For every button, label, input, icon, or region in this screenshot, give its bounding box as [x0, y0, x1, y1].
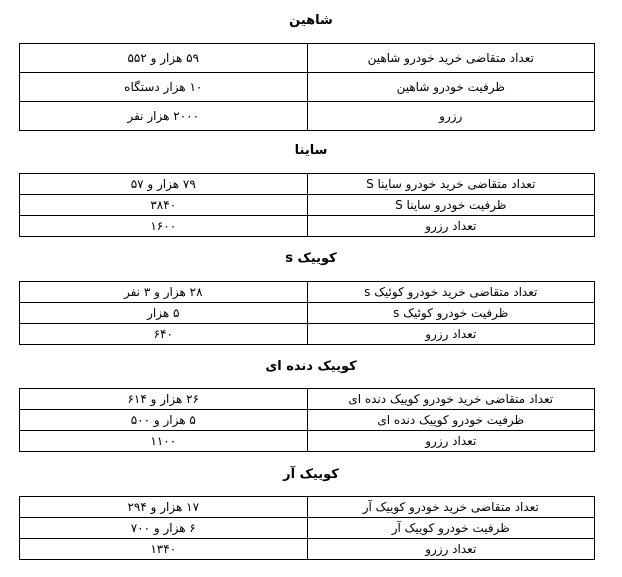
table-row — [20, 324, 595, 345]
table-row — [20, 303, 595, 324]
table-quick-s — [19, 281, 595, 345]
row-label: تعداد متقاضی خرید خودرو ساینا S — [307, 174, 595, 195]
row-label: تعداد متقاضی خرید خودرو کوئیک s — [307, 282, 595, 303]
row-value: ۲۸ هزار و ۳ نفر — [20, 282, 308, 303]
section-title-shahin: شاهین — [289, 13, 333, 28]
row-value: ۲۶ هزار و ۶۱۴ — [20, 389, 308, 410]
row-value: ۵ هزار و ۵۰۰ — [20, 410, 308, 431]
table-row — [20, 539, 595, 560]
row-value: ۷۹ هزار و ۵۷ — [20, 174, 308, 195]
row-value: ۶ هزار و ۷۰۰ — [20, 518, 308, 539]
row-value: ۱۷ هزار و ۲۹۴ — [20, 497, 308, 518]
section-title-quick-s: کوییک s — [285, 251, 337, 266]
table-row — [20, 410, 595, 431]
table-saina — [19, 173, 595, 237]
row-label: ظرفیت خودرو شاهین — [307, 73, 595, 102]
table-row — [20, 389, 595, 410]
row-label: رزرو — [307, 102, 595, 131]
row-value: ۱۰ هزار دستگاه — [20, 73, 308, 102]
row-label: تعداد رزرو — [307, 216, 595, 237]
row-value: ۱۶۰۰ — [20, 216, 308, 237]
row-value: ۶۴۰ — [20, 324, 308, 345]
table-shahin — [19, 43, 595, 131]
section-title-quick-r: کوییک آر — [283, 467, 339, 482]
row-value: ۲۰۰۰ هزار نفر — [20, 102, 308, 131]
table-row — [20, 282, 595, 303]
row-label: تعداد متقاضی خرید خودرو کوییک دنده ای — [307, 389, 595, 410]
table-quick-manual — [19, 388, 595, 452]
row-value: ۵۹ هزار و ۵۵۲ — [20, 44, 308, 73]
row-label: تعداد رزرو — [307, 431, 595, 452]
row-value: ۱۳۴۰ — [20, 539, 308, 560]
table-row — [20, 195, 595, 216]
table-row — [20, 44, 595, 73]
section-title-saina: ساینا — [294, 143, 328, 158]
row-label: تعداد رزرو — [307, 324, 595, 345]
table-row — [20, 431, 595, 452]
table-row — [20, 73, 595, 102]
row-label: ظرفیت خودرو کوییک آر — [307, 518, 595, 539]
row-label: ظرفیت خودرو کوییک دنده ای — [307, 410, 595, 431]
row-value: ۱۱۰۰ — [20, 431, 308, 452]
table-quick-r — [19, 496, 595, 560]
row-label: تعداد متقاضی خرید خودرو کوییک آر — [307, 497, 595, 518]
row-label: ظرفیت خودرو ساینا S — [307, 195, 595, 216]
row-label: تعداد رزرو — [307, 539, 595, 560]
row-value: ۳۸۴۰ — [20, 195, 308, 216]
table-row — [20, 174, 595, 195]
row-label: ظرفیت خودرو کوئیک s — [307, 303, 595, 324]
row-label: تعداد متقاضی خرید خودرو شاهین — [307, 44, 595, 73]
row-value: ۵ هزار — [20, 303, 308, 324]
table-row — [20, 216, 595, 237]
table-row — [20, 518, 595, 539]
table-row — [20, 102, 595, 131]
section-title-quick-manual: کوییک دنده ای — [265, 359, 357, 374]
table-row — [20, 497, 595, 518]
